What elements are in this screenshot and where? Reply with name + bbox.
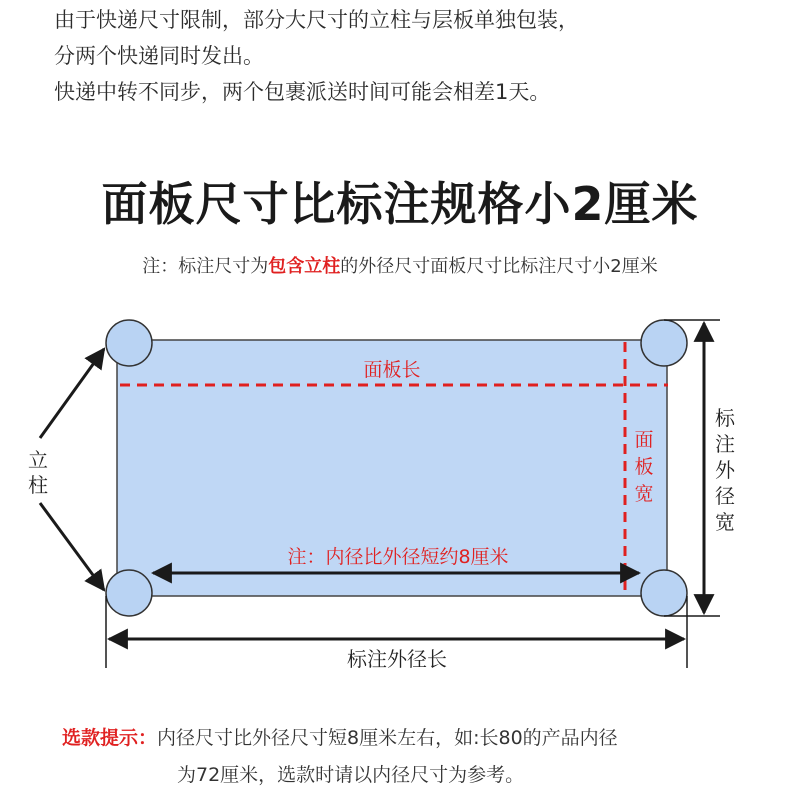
post-label-2: 柱	[28, 473, 48, 497]
tip-line-2: 为72厘米，选款时请以内径尺寸为参考。	[177, 764, 525, 786]
note-suffix: 的外径尺寸面板尺寸比标注尺寸小2厘米	[340, 256, 658, 277]
outer-width-label-3: 外	[715, 458, 735, 482]
post-top-left	[106, 320, 152, 366]
panel-length-label: 面板长	[363, 359, 421, 381]
intro-line-2: 分两个快递同时发出。	[54, 44, 264, 68]
headline: 面板尺寸比标注规格小2厘米	[101, 177, 699, 231]
outer-width-label-5: 宽	[715, 510, 735, 534]
post-top-right	[641, 320, 687, 366]
intro-line-1: 由于快递尺寸限制，部分大尺寸的立柱与层板单独包装，	[54, 8, 579, 32]
post-label-1: 立	[28, 448, 48, 472]
panel-width-label-1: 面	[634, 429, 654, 451]
outer-width-label-2: 注	[715, 432, 735, 456]
note-prefix: 注：标注尺寸为	[142, 256, 269, 277]
tip-label: 选款提示：	[62, 727, 158, 749]
outer-width-label-1: 标	[715, 406, 735, 430]
post-arrow-up	[40, 349, 104, 438]
panel-width-label-2: 板	[634, 456, 654, 478]
inner-note: 注：内径比外径短约8厘米	[287, 546, 509, 568]
tip-line-1: 内径尺寸比外径尺寸短8厘米左右，如:长80的产品内径	[157, 727, 618, 749]
note-highlight: 包含立柱	[268, 256, 341, 277]
intro-line-3: 快递中转不同步，两个包裹派送时间可能会相差1天。	[54, 80, 551, 104]
outer-width-label-4: 径	[715, 484, 735, 508]
post-bottom-left	[106, 570, 152, 616]
selection-tip	[62, 720, 762, 794]
post-arrow-down	[40, 503, 104, 590]
outer-length-label: 标注外径长	[347, 647, 447, 671]
panel-width-label-3: 宽	[634, 483, 654, 505]
post-bottom-right	[641, 570, 687, 616]
